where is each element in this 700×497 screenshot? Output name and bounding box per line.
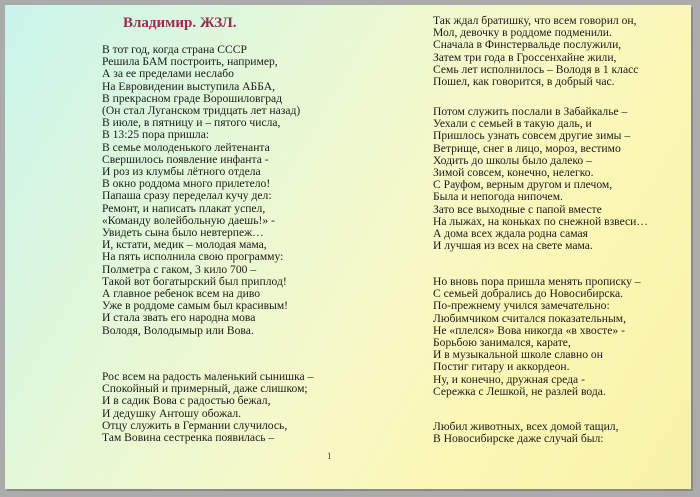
verse-line: В июле, в пятницу и – пятого числа, (102, 116, 281, 130)
verse-line: Ветрище, снег в лицо, мороз, вестимо (433, 141, 621, 155)
verse-line: Зато все выходные с папой вместе (433, 202, 602, 216)
stanza (102, 44, 300, 337)
verse-line: (Он стал Луганском тридцать лет назад) (102, 104, 301, 118)
verse-line: Увидеть сына было невтерпеж… (102, 226, 264, 240)
verse-line: Ну, и конечно, дружная среда - (433, 372, 585, 386)
verse-line: Не «плелся» Вова никогда «в хвосте» - (433, 323, 625, 337)
verse-line: «Команду волейбольную даешь!» - (102, 213, 275, 227)
verse-line: В семье молоденького лейтенанта (102, 140, 270, 154)
verse-line: А главное ребенок всем на диво (102, 287, 261, 301)
verse-line: Володя, Володымыр или Вова. (102, 323, 254, 337)
verse-line: Рос всем на радость маленький сынишка – (102, 370, 314, 383)
verse-line: На пять исполнила свою программу: (102, 250, 284, 264)
verse-line: И в садик Вова с радостью бежал, (102, 394, 271, 408)
verse-line: Так ждал братишку, что всем говорил он, (433, 14, 637, 27)
verse-line: Решила БАМ построить, например, (102, 55, 278, 69)
verse-line: Затем три года в Гроссенхайне жили, (433, 50, 617, 64)
verse-line: Была и непогода нипочем. (433, 190, 563, 204)
verse-line: Семь лет исполнилось – Володя в 1 класс (433, 62, 639, 76)
stanza (433, 106, 648, 252)
verse-line: Постиг гитару и аккордеон. (433, 360, 570, 374)
verse-line: Любимчиком считался показательным, (433, 311, 626, 325)
verse-line: Но вновь пора пришла менять прописку – (433, 275, 641, 288)
verse-line: Зимой совсем, конечно, нелегко. (433, 166, 594, 180)
verse-line: Борьбою занимался, карате, (433, 336, 571, 350)
verse-line: На лыжах, на коньках по снежной взвеси… (433, 214, 648, 228)
verse-line: В окно роддома много прилетело! (102, 177, 271, 191)
verse-line: Мол, девочку в роддоме подменили. (433, 26, 612, 40)
verse-line: С семьей добрались до Новосибирска. (433, 287, 624, 301)
verse-line: Ходить до школы было далеко – (433, 153, 592, 167)
verse-line: Там Вовина сестренка появилась – (102, 431, 275, 445)
verse-line: И в музыкальной школе славно он (433, 348, 603, 362)
verse-line: Папаша сразу переделал кучу дел: (102, 189, 272, 203)
verse-line: По-прежнему учился замечательно: (433, 299, 610, 313)
verse-line: Сережка с Лешкой, не разлей вода. (433, 384, 606, 398)
verse-line: Спокойный и примерный, даже слишком; (102, 382, 308, 396)
verse-line: Любил животных, всех домой тащил, (433, 420, 619, 433)
verse-line: Такой вот богатырский был приплод! (102, 274, 287, 288)
verse-line: А за ее пределами неслабо (102, 67, 234, 81)
document-page (5, 5, 691, 489)
stanza (433, 421, 618, 445)
verse-line: В прекрасном граде Ворошиловград (102, 91, 283, 105)
verse-line: И роз из клумбы лётного отдела (102, 165, 261, 179)
verse-line: И, кстати, медик – молодая мама, (102, 238, 267, 252)
verse-line: И дедушку Антошу обожал. (102, 406, 242, 420)
verse-line: Потом служить послали в Забайкалье – (433, 105, 628, 118)
verse-line: И лучшая из всех на свете мама. (433, 239, 593, 253)
verse-line: Уехали с семьей в такую даль, и (433, 117, 592, 131)
verse-line: На Евровидении выступила АББА, (102, 79, 275, 93)
verse-line: В Новосибирске даже случай был: (433, 432, 604, 446)
stanza (102, 371, 313, 444)
page-number: 1 (327, 451, 332, 461)
verse-line: А дома всех ждала родна самая (433, 227, 588, 241)
verse-line: Отцу служить в Германии случилось, (102, 418, 288, 432)
page-title: Владимир. ЖЗЛ. (123, 15, 237, 31)
stanza (433, 276, 641, 398)
verse-line: Сначала в Финстервальде послужили, (433, 38, 622, 52)
verse-line: И стала звать его народна мова (102, 311, 256, 325)
verse-line: Полметра с гаком, 3 кило 700 – (102, 262, 257, 276)
verse-line: В тот год, когда страна СССР (102, 43, 247, 56)
verse-line: Пошел, как говорится, в добрый час. (433, 75, 615, 89)
verse-line: Уже в роддоме самым был красивым! (102, 299, 289, 313)
verse-line: Свершилось появление инфанта - (102, 152, 269, 166)
verse-line: Пришлось узнать совсем другие зимы – (433, 129, 631, 143)
stanza (433, 15, 638, 88)
verse-line: В 13:25 пора пришла: (102, 128, 210, 142)
verse-line: Ремонт, и написать плакат успел, (102, 201, 266, 215)
verse-line: С Рауфом, верным другом и плечом, (433, 178, 613, 192)
